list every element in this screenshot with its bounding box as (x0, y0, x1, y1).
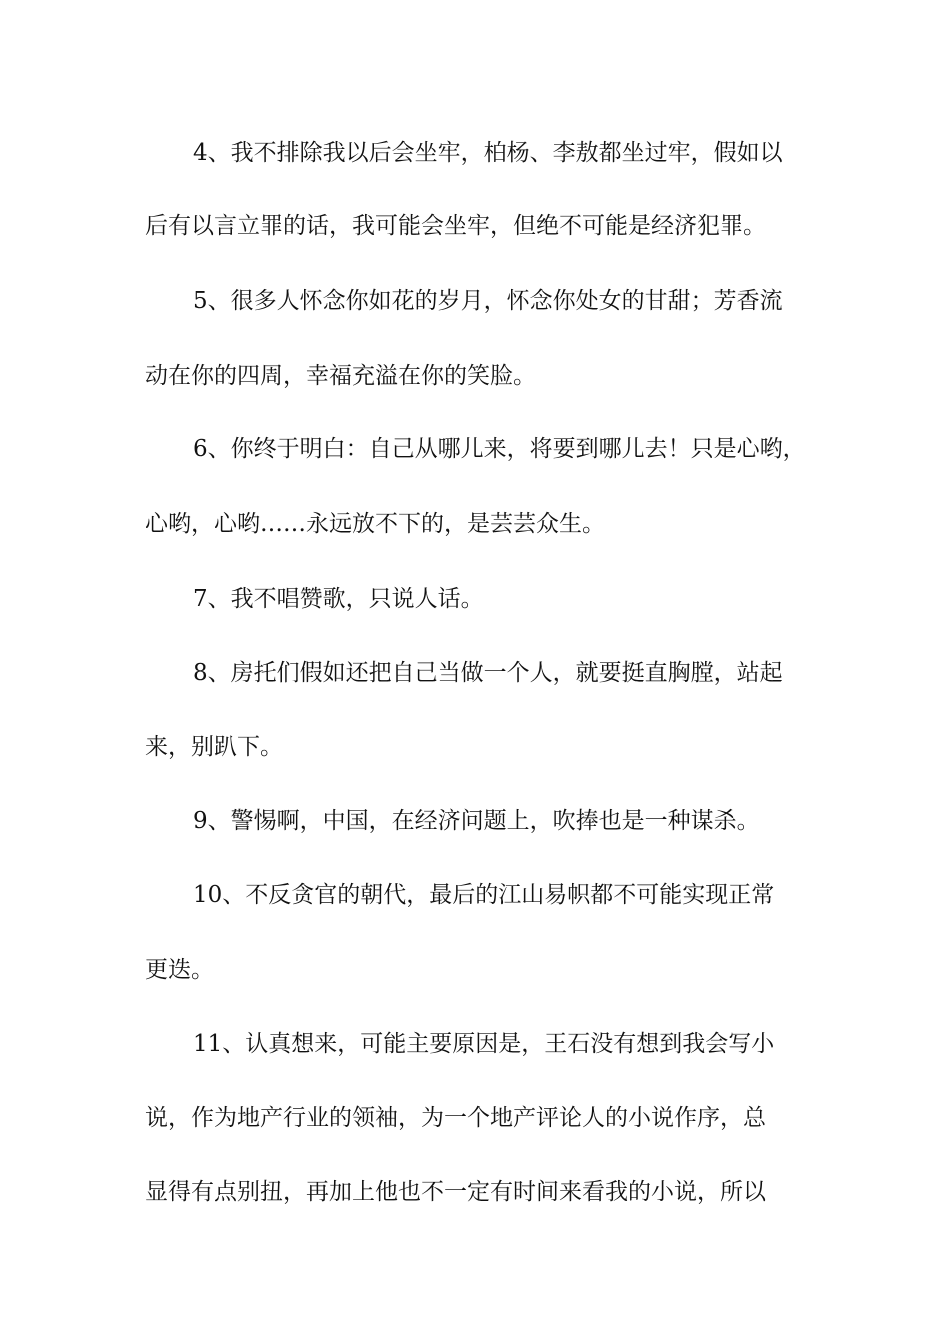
text-line: 5、很多人怀念你如花的岁月，怀念你处女的甘甜；芳香流 (193, 288, 783, 314)
text-line: 11、认真想来，可能主要原因是，王石没有想到我会写小 (193, 1031, 775, 1057)
text-line: 说，作为地产行业的领袖，为一个地产评论人的小说作序，总 (145, 1105, 766, 1131)
text-line: 动在你的四周，幸福充溢在你的笑脸。 (145, 363, 536, 389)
text-line: 8、房托们假如还把自己当做一个人，就要挺直胸膛，站起 (193, 660, 783, 686)
text-line: 心哟，心哟……永远放不下的，是芸芸众生。 (145, 511, 605, 537)
text-line: 10、不反贪官的朝代，最后的江山易帜都不可能实现正常 (193, 882, 775, 908)
text-line: 6、你终于明白：自己从哪儿来，将要到哪儿去！只是心哟， (193, 436, 806, 462)
text-line: 7、我不唱赞歌，只说人话。 (193, 586, 484, 612)
text-line: 9、警惕啊，中国，在经济问题上，吹捧也是一种谋杀。 (193, 808, 760, 834)
text-line: 来，别趴下。 (145, 734, 283, 760)
text-line: 更迭。 (145, 957, 214, 983)
text-line: 后有以言立罪的话，我可能会坐牢，但绝不可能是经济犯罪。 (145, 213, 766, 239)
text-line: 4、我不排除我以后会坐牢，柏杨、李敖都坐过牢，假如以 (193, 140, 783, 166)
text-line: 显得有点别扭，再加上他也不一定有时间来看我的小说，所以 (145, 1179, 766, 1205)
